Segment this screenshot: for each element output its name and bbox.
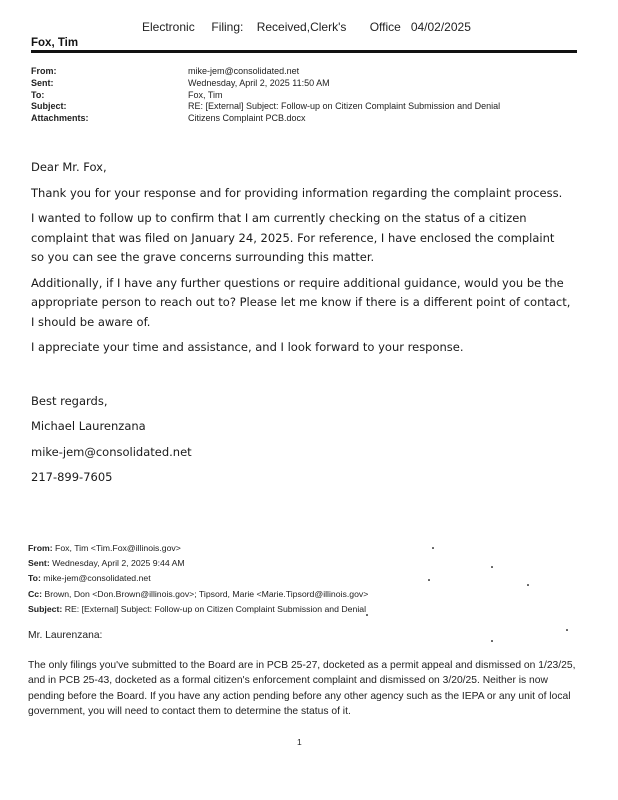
reply-subject-value: RE: [External] Subject: Follow-up on Citizen Complaint Submission and Denial xyxy=(64,603,367,614)
scan-speck xyxy=(491,640,493,642)
reply-sent-label: Sent: xyxy=(28,558,50,569)
paragraph-3: Additionally, if I have any further questions or require additional guidance, would you be the appropriate person to reach out to? Please let me know if there is a different point of contact, I should be aware of. xyxy=(31,275,571,329)
to-value: Fox, Tim xyxy=(188,89,223,100)
scan-speck xyxy=(428,579,430,581)
reply-subject-label: Subject: xyxy=(28,603,63,614)
attachments-row xyxy=(31,113,591,125)
reply-from-row xyxy=(28,541,588,556)
signature-email: mike-jem@consolidated.net xyxy=(31,444,192,459)
reply-body xyxy=(28,628,578,720)
from-label: From: xyxy=(31,66,57,76)
reply-paragraph: The only filings you've submitted to the Board are in PCB 25-27, docketed as a permit appeal and dismissed on 1/23/25, and in PCB 25-43, docketed as a formal citizen's enforcement complaint and dismissed on 3/20/25. Neither is now pending before the Board. If you have any action pending before any other agency such as the IEPA or any unit of local government, you will need to contact them to determine the status of it. xyxy=(28,659,576,718)
attachments-label: Attachments: xyxy=(31,113,89,124)
reply-to-label: To: xyxy=(28,573,41,584)
reply-cc-value: Brown, Don <Don.Brown@illinois.gov>; Tipsord, Marie <Marie.Tipsord@illinois.gov> xyxy=(44,588,369,599)
subject-value: RE: [External] Subject: Follow-up on Citizen Complaint Submission and Denial xyxy=(188,101,501,112)
paragraph-2: I wanted to follow up to confirm that I am currently checking on the status of a citizen complaint that was filed on January 24, 2025. For reference, I have enclosed the complaint so you can see the grave concerns surrounding this matter. xyxy=(31,211,555,264)
sent-label: Sent: xyxy=(31,77,54,88)
to-row xyxy=(31,90,591,102)
reply-sent-row xyxy=(28,556,588,571)
to-label: To: xyxy=(31,89,45,100)
scan-speck xyxy=(527,584,529,586)
reply-metadata xyxy=(28,541,588,617)
filing-stamp: Electronic Filing: Received,Clerk's Office 04/02/2025 xyxy=(142,20,471,34)
letter-body xyxy=(31,158,571,488)
scan-speck xyxy=(432,547,434,549)
reply-cc-label: Cc: xyxy=(28,588,42,599)
reply-to-row xyxy=(28,571,588,586)
subject-row xyxy=(31,101,591,113)
reply-sent-value: Wednesday, April 2, 2025 9:44 AM xyxy=(52,558,185,569)
header-divider xyxy=(31,50,577,53)
scan-speck xyxy=(491,566,493,568)
from-value: mike-jem@consolidated.net xyxy=(188,66,300,76)
reply-to-value: mike-jem@consolidated.net xyxy=(43,573,151,584)
closing: Best regards, xyxy=(31,393,108,408)
sent-value: Wednesday, April 2, 2025 11:50 AM xyxy=(188,77,330,88)
reply-from-label: From: xyxy=(28,543,53,553)
scan-speck xyxy=(366,614,368,616)
paragraph-4: I appreciate your time and assistance, and I look forward to your response. xyxy=(31,340,464,354)
attachments-value: Citizens Complaint PCB.docx xyxy=(188,113,306,124)
salutation: Dear Mr. Fox, xyxy=(31,160,107,174)
signature-name: Michael Laurenzana xyxy=(31,419,146,433)
paragraph-1: Thank you for your response and for providing information regarding the complaint process. xyxy=(31,185,563,200)
scan-speck xyxy=(566,629,568,631)
sent-row xyxy=(31,78,591,90)
reply-cc-row xyxy=(28,587,588,602)
reply-from-value: Fox, Tim <Tim.Fox@illinois.gov> xyxy=(55,543,181,553)
from-row xyxy=(31,66,591,78)
email-metadata xyxy=(31,66,591,125)
signature-phone: 217-899-7605 xyxy=(31,470,113,484)
sender-name: Fox, Tim xyxy=(31,37,79,49)
reply-subject-row xyxy=(28,602,588,617)
reply-greeting: Mr. Laurenzana: xyxy=(28,630,103,641)
subject-label: Subject: xyxy=(31,101,67,112)
page-number: 1 xyxy=(297,737,302,747)
